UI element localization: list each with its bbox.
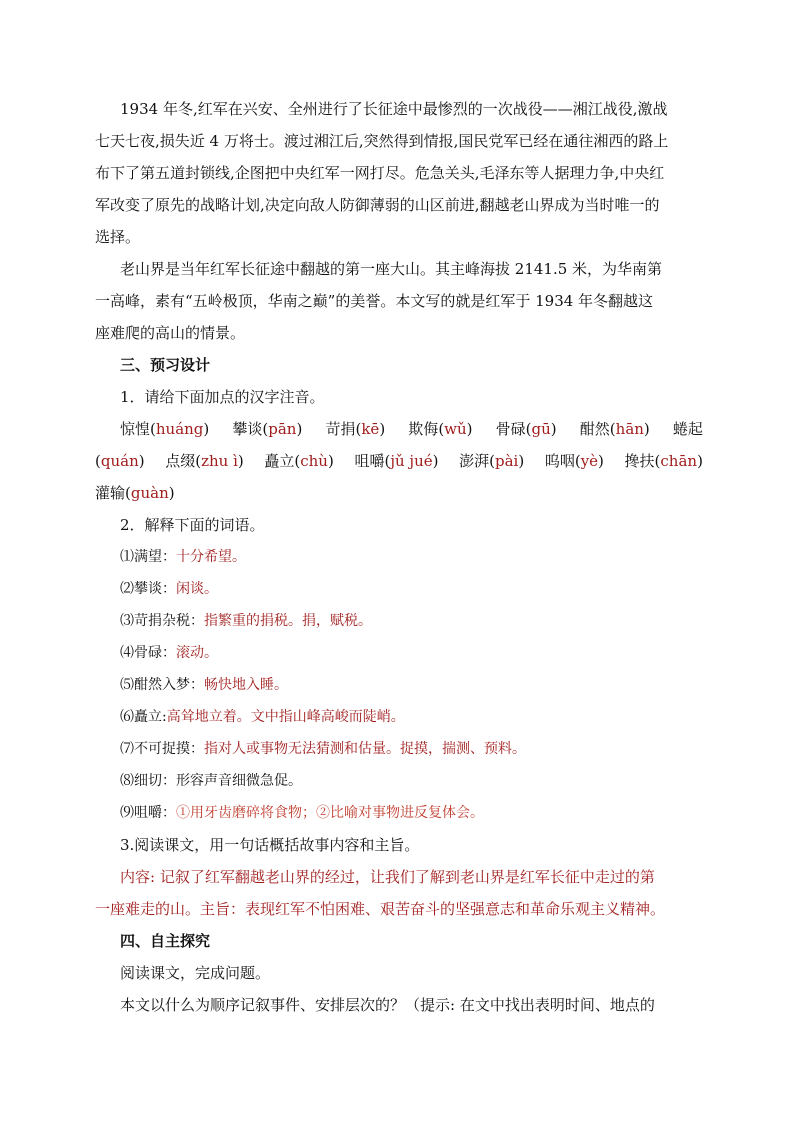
question-2: 2．解释下面的词语。 [120,516,265,534]
text-line: 阅读课文，完成问题。 [120,964,271,982]
document-body [95,93,703,1021]
text-line: 本文以什么为顺序记叙事件、安排层次的？（提示: 在文中找出表明时间、地点的 [120,996,655,1014]
pinyin-item: 酣然(hān) [579,420,650,438]
question-1: 1．请给下面加点的汉字注音。 [120,388,325,406]
pinyin-item: 欺侮(wǔ) [408,420,473,438]
pinyin-item: 矗立(chù) [264,452,334,470]
text-line: 老山界是当年红军长征途中翻越的第一座大山。其主峰海拔 2141.5 米，为华南第 [120,260,663,278]
pinyin-item: 惊惶(huáng) [120,420,210,438]
text-line: 布下了第五道封锁线,企图把中央红军一网打尽。危急关头,毛泽东等人据理力争,中央红 [95,164,665,182]
term-item: ⑼咀嚼：①用牙齿磨碎将食物；②比喻对事物进反复体会。 [120,805,484,821]
question-3: 3.阅读课文，用一句话概括故事内容和主旨。 [120,836,420,854]
term-item: ⑺不可捉摸：指对人或事物无法猜测和估量。捉摸，揣测、预料。 [120,741,526,757]
term-item: ⑷骨碌：滚动。 [120,645,218,661]
pinyin-item: 咀嚼(jǔ jué) [354,452,439,470]
section-heading-explore: 四、自主探究 [120,932,211,950]
text-line: 座难爬的高山的情景。 [95,324,246,342]
pinyin-row-2 [95,445,703,477]
intro-paragraph [95,93,703,253]
pinyin-item: 点缀(zhu ì) [165,452,244,470]
pinyin-item: 灌输(guàn) [95,484,175,502]
pinyin-item: 搀扶(chān) [624,452,703,470]
term-item: ⑹矗立:高耸地立着。文中指山峰高峻而陡峭。 [120,709,405,725]
pinyin-item: 骨碌(gū) [495,420,557,438]
answer-line: 内容: 记叙了红军翻越老山界的经过，让我们了解到老山界是红军长征中走过的第 [120,868,655,886]
pinyin-item: 苛捐(kē) [325,420,386,438]
term-item: ⑸酣然入梦：畅快地入睡。 [120,677,288,693]
pinyin-item: 澎湃(pài) [459,452,525,470]
mountain-paragraph [95,253,703,349]
section-heading-preview: 三、预习设计 [120,356,211,374]
term-item: ⑴满望：十分希望。 [120,549,246,565]
pinyin-item: 呜咽(yè) [544,452,604,470]
pinyin-item: (quán) [95,452,145,470]
text-line: 七天七夜,损失近 4 万将士。渡过湘江后,突然得到情报,国民党军已经在通往湘西的路上 [95,132,669,150]
pinyin-row-3 [95,477,703,509]
term-item: ⑵攀谈：闲谈。 [120,581,218,597]
text-line: 1934 年冬,红军在兴安、全州进行了长征途中最惨烈的一次战役——湘江战役,激战 [120,100,668,118]
pinyin-item: 蜷起 [672,420,703,438]
text-line: 一高峰，素有“五岭极顶，华南之巅”的美誉。本文写的就是红军于 1934 年冬翻越这 [95,292,654,310]
text-line: 军改变了原先的战略计划,决定向敌人防御薄弱的山区前进,翻越老山界成为当时唯一的 [95,196,660,214]
pinyin-item: 攀谈(pān) [232,420,303,438]
text-line: 选择。 [95,228,141,246]
term-item: ⑶苛捐杂税：指繁重的捐税。捐，赋税。 [120,613,372,629]
term-item: ⑻细切：形容声音细微急促。 [120,773,302,789]
pinyin-row-1 [95,413,703,445]
answer-line: 一座难走的山。主旨：表现红军不怕困难、艰苦奋斗的坚强意志和革命乐观主义精神。 [95,900,666,918]
